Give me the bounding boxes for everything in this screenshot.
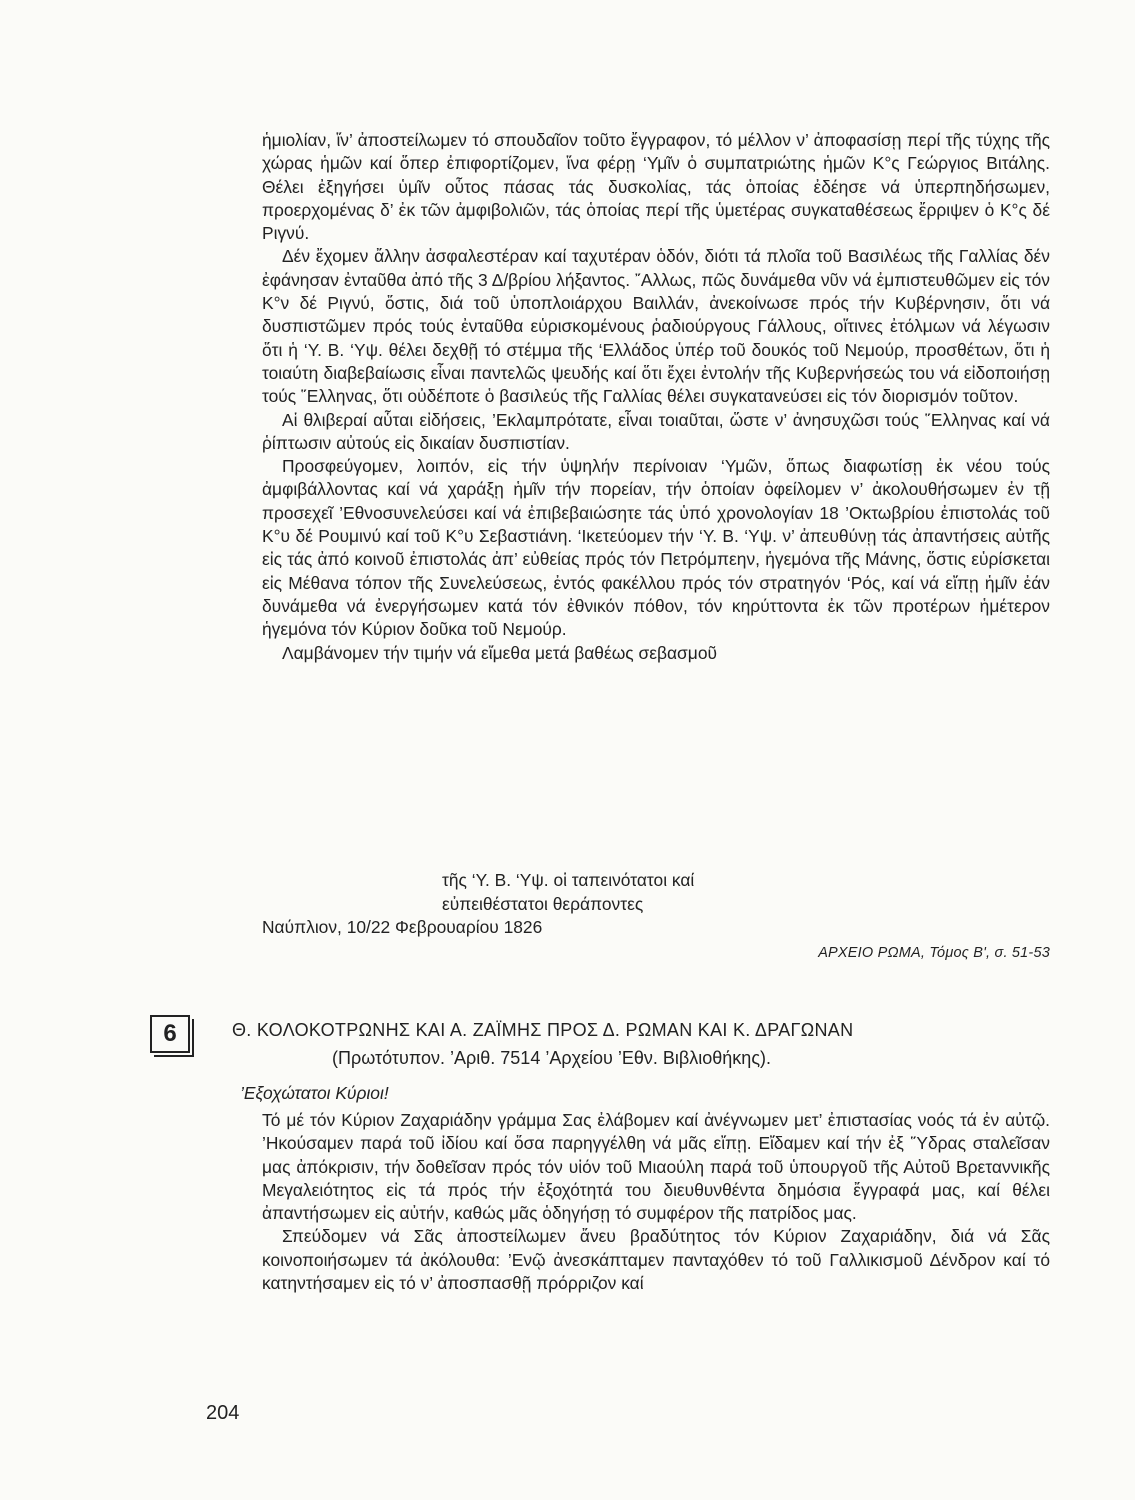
letter-2-heading: Θ. ΚΟΛΟΚΟΤΡΩΝΗΣ ΚΑΙ Α. ΖΑΪΜΗΣ ΠΡΟΣ Δ. ΡΩΜΑΝ ΚΑΙ Κ. ΔΡΑΓΩΝΑΝ xyxy=(232,1020,854,1040)
letter-2-paragraph-1: Τό μέ τόν Κύριον Ζαχαριάδην γράμμα Σας ἐλάβομεν καί ἀνέγνωμεν μετ’ ἐπιστασίας νοός τά ἐν αὐτῷ. ’Ηκούσαμεν παρά τοῦ ἰδίου καί ὅσα παρηγγέλθη νά μᾶς εἴπῃ. Εἴδαμεν καί τήν ἐξ ῞Υδρας σταλεῖσαν μας ἀπόκρισιν, τήν δοθεῖσαν πρός τόν υἱόν τοῦ Μιαούλη παρά τοῦ ὑπουργοῦ τῆς Αὐτοῦ Βρεταννικῆς Μεγαλειότητος εἰς τά πρός τήν ἐξοχότητά του διευθυνθέντα δημόσια ἔγγραφά μας, καί θέλει ἀπαντήσωμεν εἰς αὐτήν, καθώς μᾶς ὁδηγήσῃ τό συμφέρον τῆς πατρίδος μας. xyxy=(262,1110,1050,1224)
letter-2-paragraph-2: Σπεύδομεν νά Σᾶς ἀποστείλωμεν ἄνευ βραδύτητος τόν Κύριον Ζαχαριάδην, διά νά Σᾶς κοινοποιήσωμεν τά ἀκόλουθα: ’Ενῷ ἀνεσκάπταμεν πανταχόθεν τό τοῦ Γαλλικισμοῦ Δένδρον καί τό κατηντήσαμεν εἰς τό ν’ ἀποσπασθῇ πρόρριζον καί xyxy=(262,1226,1050,1294)
document-number-box: 6 xyxy=(150,1015,190,1053)
letter-2-body xyxy=(262,1109,1050,1295)
page-number: 204 xyxy=(206,1402,240,1424)
letter-1-paragraph-2: Δέν ἔχομεν ἄλλην ἀσφαλεστέραν καί ταχυτέραν ὁδόν, διότι τά πλοῖα τοῦ Βασιλέως τῆς Γαλλίας δέν ἐφάνησαν ἐνταῦθα ἀπό τῆς 3 Δ/βρίου λήξαντος. ῎Αλλως, πῶς δυνάμεθα νῦν νά ἐμπιστευθῶμεν εἰς τόν Κ°ν δέ Ριγνύ, ὅστις, διά τοῦ ὑποπλοιάρχου Βαιλλάν, ἀνεκοίνωσε πρός τήν Κυβέρνησιν, ὅτι νά δυσπιστῶμεν πρός τούς ἐνταῦθα εὑρισκομένους ῥαδιούργους Γάλλους, οἵτινες ἐτόλμων νά λέγωσιν ὅτι ἡ ‘Υ. Β. ‘Υψ. θέλει δεχθῇ τό στέμμα τῆς ‘Ελλάδος ὑπέρ τοῦ δουκός τοῦ Νεμούρ, προσθέτων, ὅτι ἡ τοιαύτη διαβεβαίωσις εἶναι παντελῶς ψευδής καί ὅτι ἔχει ἐντολήν τῆς Κυβερνήσεώς του νά εἰδοποιήσῃ τούς ῞Ελληνας, ὅτι οὐδέποτε ὁ βασιλεύς τῆς Γαλλίας θέλει συγκατανεύσει εἰς τόν διορισμόν τοῦτον. xyxy=(262,246,1050,407)
letter-2-salutation: ’Εξοχώτατοι Κύριοι! xyxy=(240,1083,389,1103)
signature-line-1: τῆς ‘Υ. Β. ‘Υψ. οἱ ταπεινότατοι καί xyxy=(442,870,695,890)
letter-1-closing: Λαμβάνομεν τήν τιμήν νά εἴμεθα μετά βαθέως σεβασμοῦ xyxy=(282,642,717,663)
place-and-date: Ναύπλιον, 10/22 Φεβρουαρίου 1826 xyxy=(262,917,543,937)
letter-1-paragraph-4: Προσφεύγομεν, λοιπόν, εἰς τήν ὑψηλήν περίνοιαν ‘Υμῶν, ὅπως διαφωτίσῃ ἐκ νέου τούς ἀμφιβάλλοντας καί νά χαράξῃ ἡμῖν τήν πορείαν, τήν ὁποίαν ὀφείλομεν ν’ ἀκολουθήσωμεν ἐν τῇ προσεχεῖ ’Εθνοσυνελεύσει καί νά ἐπιβεβαιώσητε τάς ὑπό χρονολογίαν 18 ’Οκτωβρίου ἐπιστολάς τοῦ Κ°υ δέ Ρουμινύ καί τοῦ Κ°υ Σεβαστιάνη. ‘Ικετεύομεν τήν ‘Υ. Β. ‘Υψ. ν’ ἀπευθύνῃ τάς ἀπαντήσεις αὐτῆς εἰς τάς ἀπό κοινοῦ ἐπιστολάς ἀπ’ εὐθείας πρός τόν Πετρόμπεην, ἡγεμόνα τῆς Μάνης, ὅστις εὑρίσκεται εἰς Μέθανα τόπον τῆς Συνελεύσεως, ἐντός φακέλλου πρός τόν στρατηγόν ‘Ρός, καί νά εἴπῃ ἡμῖν ἐάν δυνάμεθα νά ἐνεργήσωμεν κατά τόν ἐθνικόν πόθον, τόν κηρύττοντα ἐκ τῶν προτέρων ἡμέτερον ἡγεμόνα τόν Κύριον δοῦκα τοῦ Νεμούρ. xyxy=(262,456,1050,640)
letter-2-subheading: (Πρωτότυπον. ’Αριθ. 7514 ’Αρχείου ’Εθν. Βιβλιοθήκης). xyxy=(332,1048,771,1068)
signature-line-2: εὐπειθέστατοι θεράποντες xyxy=(442,894,644,914)
archive-source: ΑΡΧΕΙΟ ΡΩΜΑ, Τόμος Β', σ. 51-53 xyxy=(818,945,1050,961)
letter-1-paragraph-1: ἡμιολίαν, ἵν’ ἀποστείλωμεν τό σπουδαῖον τοῦτο ἔγγραφον, τό μέλλον ν’ ἀποφασίσῃ περί τῆς τύχης τῆς χώρας ἡμῶν καί ὅπερ ἐπιφορτίζομεν, ἵνα φέρῃ ‘Υμῖν ὁ συμπατριώτης ἡμῶν Κ°ς Γεώργιος Βιτάλης. Θέλει ἐξηγήσει ὑμῖν οὗτος πάσας τάς δυσκολίας, τάς ὁποίας ἐδέησε νά ὑπερπηδήσωμεν, προερχομένας δ’ ἐκ τῶν ἀμφιβολιῶν, τάς ὁποίας περί τῆς ὑμετέρας συγκαταθέσεως ἔρριψεν ὁ Κ°ς δέ Ριγνύ. xyxy=(262,130,1050,244)
letter-1-paragraph-3: Αἱ θλιβεραί αὗται εἰδήσεις, ’Εκλαμπρότατε, εἶναι τοιαῦται, ὥστε ν’ ἀνησυχῶσι τούς ῞Ελληνας καί νά ῥίπτωσιν αὐτούς εἰς δικαίαν δυσπιστίαν. xyxy=(262,409,1050,453)
letter-1-body xyxy=(262,129,1050,665)
